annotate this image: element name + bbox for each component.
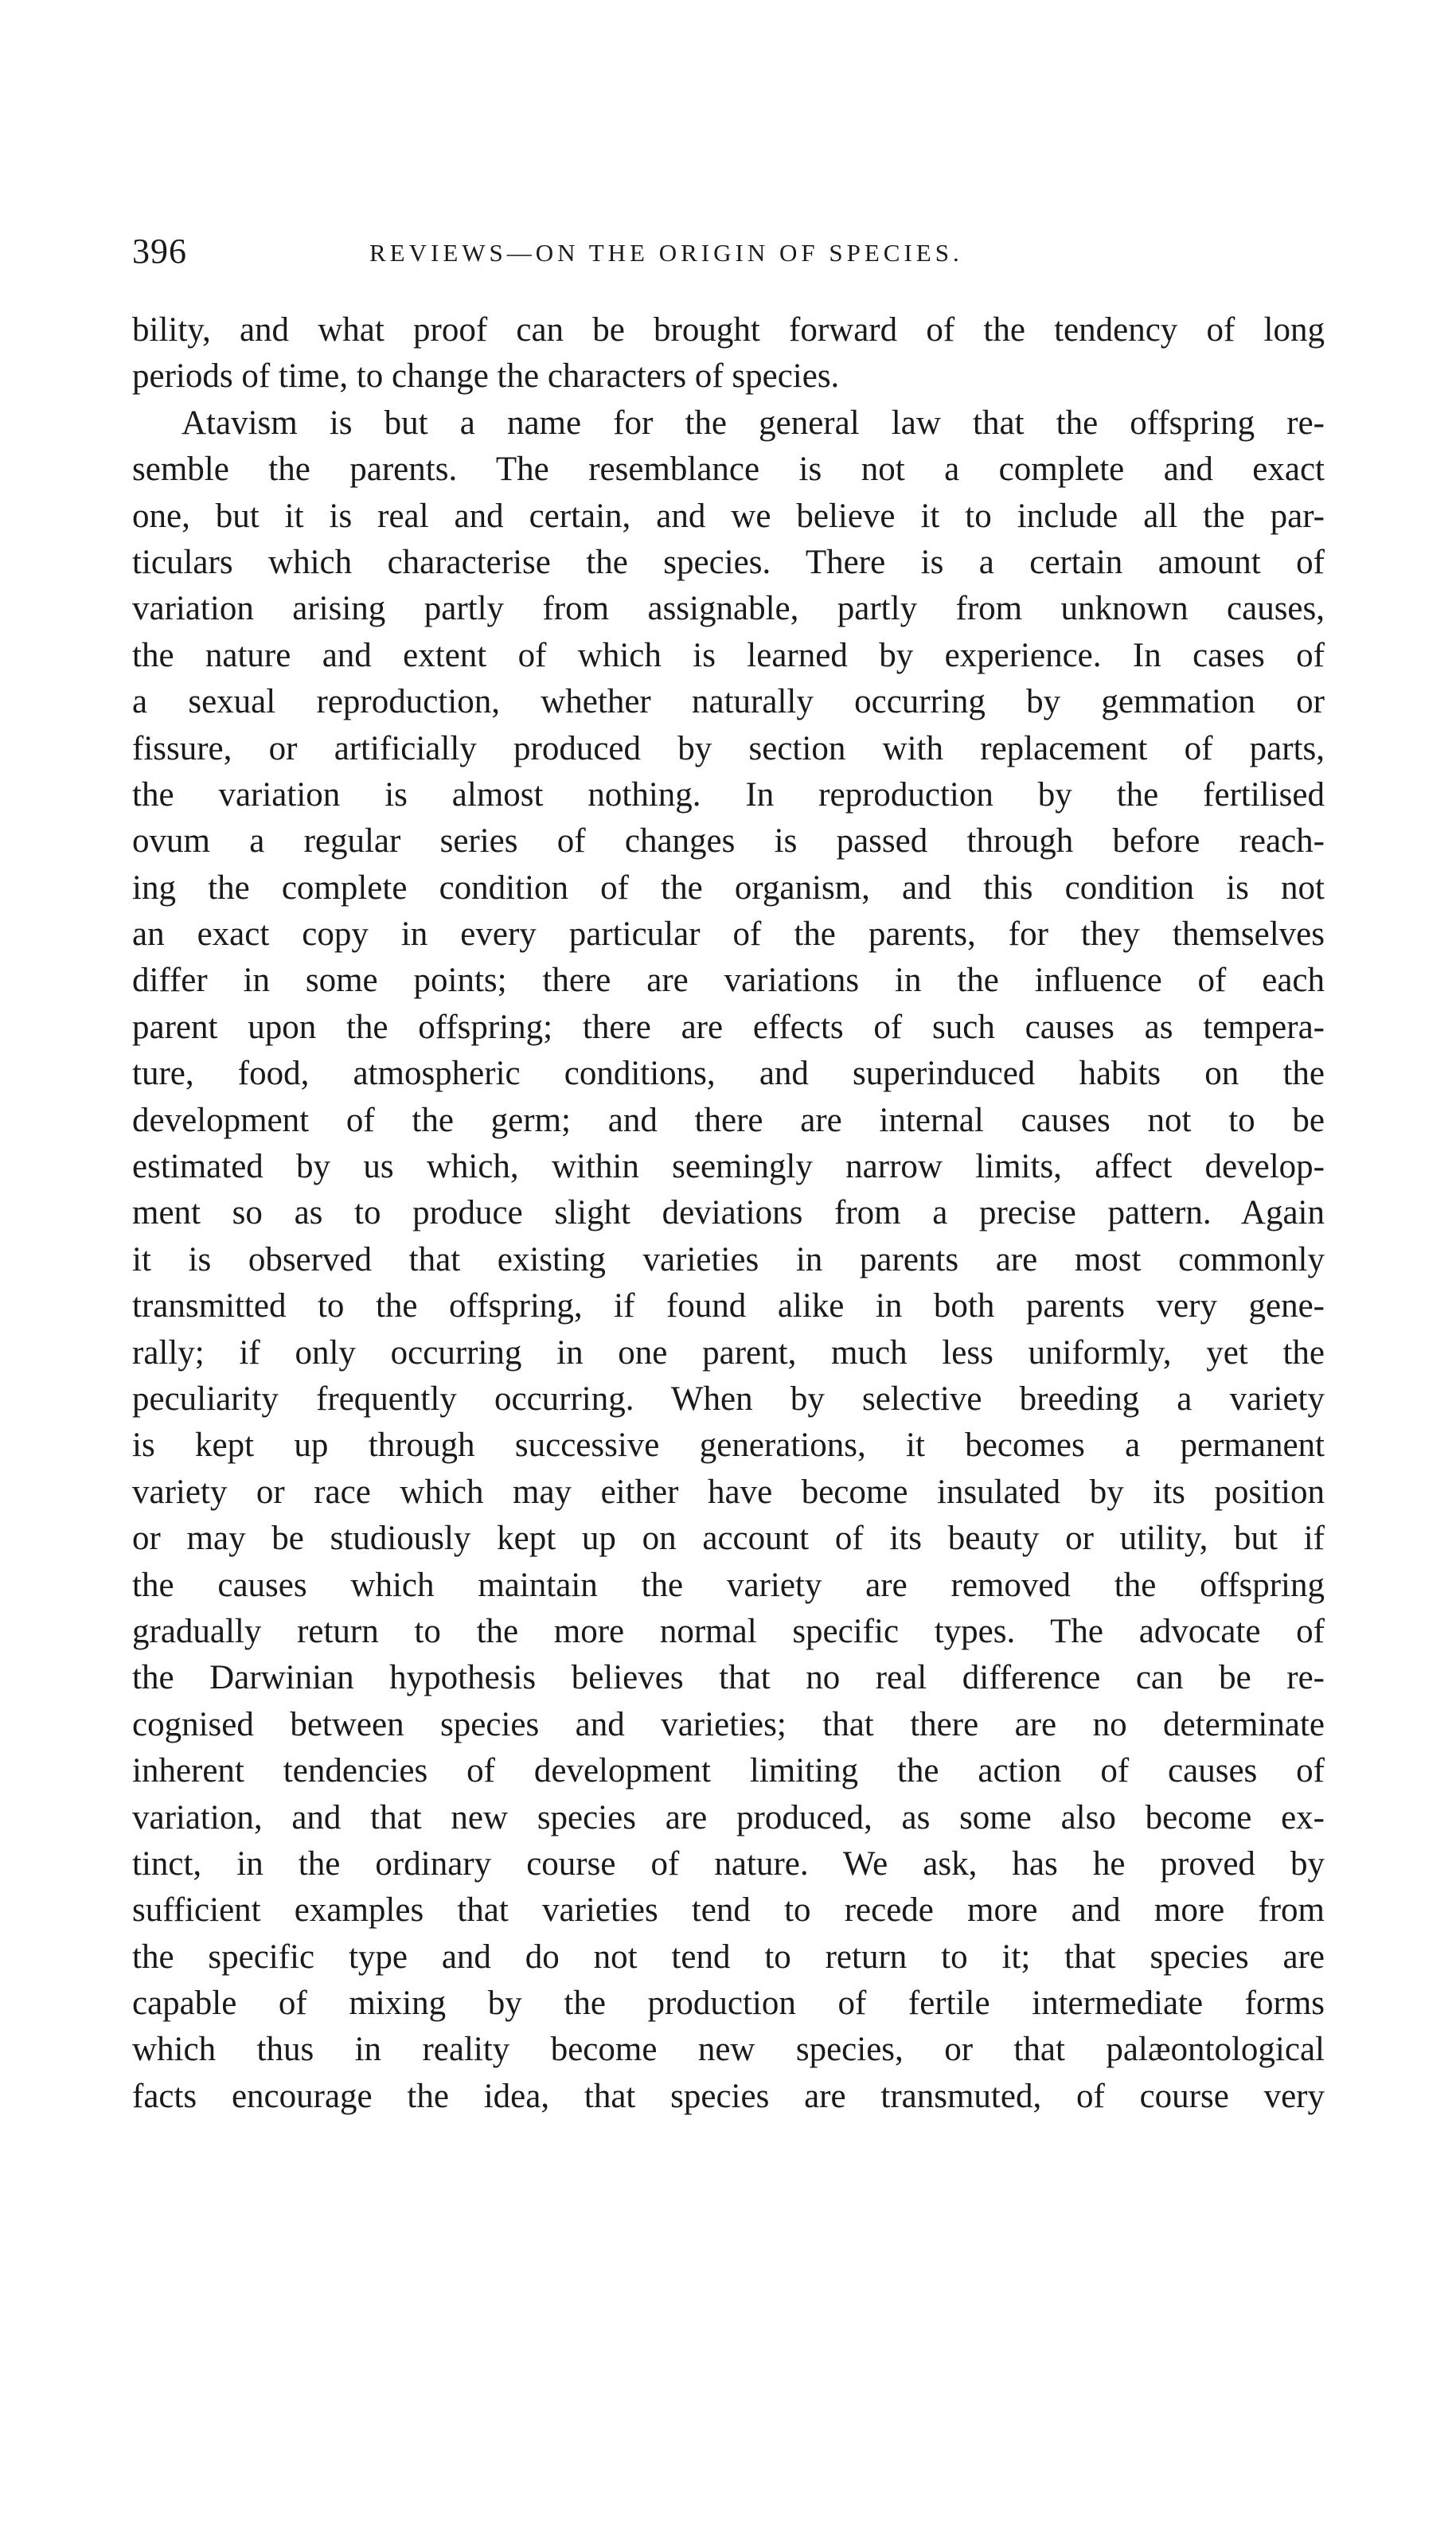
text-line: ticulars which characterise the species. There is a certain amount of: [132, 543, 1325, 581]
text-line: ture, food, atmospheric conditions, and superinduced habits on the: [132, 1055, 1325, 1093]
text-line: transmitted to the offspring, if found alike in both parents very gene-: [132, 1287, 1325, 1325]
text-line: development of the germ; and there are internal causes not to be: [132, 1101, 1325, 1139]
page-number: 396: [132, 232, 187, 271]
text-line: a sexual reproduction, whether naturally occurring by gemmation or: [132, 683, 1325, 721]
text-line: or may be studiously kept up on account of its beauty or utility, but if: [132, 1520, 1325, 1558]
text-line: bility, and what proof can be brought forward of the tendency of long: [132, 311, 1325, 349]
text-line: the variation is almost nothing. In reproduction by the fertilised: [132, 775, 1325, 814]
text-line: it is observed that existing varieties in parents are most commonly: [132, 1240, 1325, 1278]
running-title: REVIEWS—ON THE ORIGIN OF SPECIES.: [369, 239, 963, 267]
text-line: variation, and that new species are produced, as some also become ex-: [132, 1798, 1325, 1836]
page-header: [132, 228, 1326, 275]
text-line: capable of mixing by the production of fertile intermediate forms: [132, 1985, 1325, 2023]
text-line: facts encourage the idea, that species are transmuted, of course very: [132, 2077, 1325, 2115]
text-line: cognised between species and varieties; that there are no determinate: [132, 1705, 1325, 1743]
text-line: variation arising partly from assignable, partly from unknown causes,: [132, 590, 1325, 628]
text-line: fissure, or artificially produced by section with replacement of parts,: [132, 729, 1325, 767]
text-line: the nature and extent of which is learned by experience. In cases of: [132, 636, 1325, 674]
body-text: [132, 307, 1325, 2120]
text-line: the causes which maintain the variety are removed the offspring: [132, 1566, 1325, 1604]
text-line: tinct, in the ordinary course of nature. We ask, has he proved by: [132, 1844, 1325, 1883]
text-line: ing the complete condition of the organism, and this condition is not: [132, 868, 1325, 907]
text-line: differ in some points; there are variations in the influence of each: [132, 962, 1325, 1000]
text-line: variety or race which may either have become insulated by its position: [132, 1473, 1325, 1511]
text-line: ovum a regular series of changes is passed through before reach-: [132, 822, 1325, 861]
text-line: rally; if only occurring in one parent, much less uniformly, yet the: [132, 1333, 1325, 1372]
text-line: semble the parents. The resemblance is not a complete and exact: [132, 451, 1325, 489]
text-line: the Darwinian hypothesis believes that no real difference can be re-: [132, 1659, 1325, 1697]
text-line: one, but it is real and certain, and we believe it to include all the par-: [132, 497, 1325, 535]
text-line: inherent tendencies of development limiting the action of causes of: [132, 1752, 1325, 1790]
text-line: sufficient examples that varieties tend to recede more and more from: [132, 1891, 1325, 1930]
text-line: parent upon the offspring; there are effects of such causes as tempera-: [132, 1008, 1325, 1046]
text-line: an exact copy in every particular of the parents, for they themselves: [132, 915, 1325, 954]
text-line: which thus in reality become new species, or that palæontological: [132, 2031, 1325, 2069]
text-line: peculiarity frequently occurring. When by selective breeding a variety: [132, 1380, 1325, 1418]
text-line: Atavism is but a name for the general law that the offspring re-: [182, 404, 1325, 442]
text-line: estimated by us which, within seemingly narrow limits, affect develop-: [132, 1148, 1325, 1186]
text-line: the specific type and do not tend to return to it; that species are: [132, 1938, 1325, 1976]
text-line: is kept up through successive generations, it becomes a permanent: [132, 1427, 1325, 1465]
text-line: gradually return to the more normal specific types. The advocate of: [132, 1612, 1325, 1650]
text-line: ment so as to produce slight deviations from a precise pattern. Again: [132, 1194, 1325, 1232]
text-line: periods of time, to change the characters of species.: [132, 357, 840, 396]
